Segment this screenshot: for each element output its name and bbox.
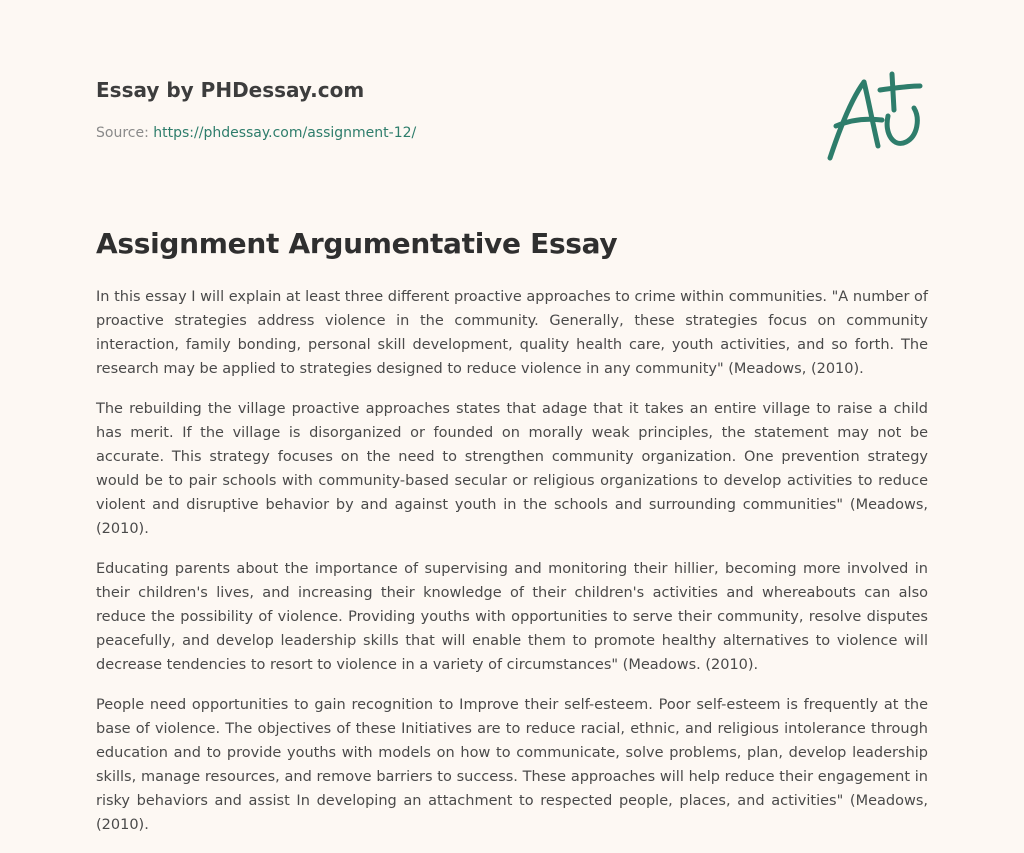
essay-paragraph: Educating parents about the importance of supervising and monitoring their hillier, becoming more involved in their children's lives, and increasing their knowledge of their children's activities and whereabouts can also reduce the possibility of violence. Providing youths with opportunities to serve their community, resolve disputes peacefully, and develop leadership skills that will enable them to promote healthy alternatives to violence will decrease tendencies to resort to violence in a variety of circumstances" (Meadows. (2010).	[96, 561, 928, 673]
essay-body	[96, 285, 928, 853]
essay-paragraph: In this essay I will explain at least three different proactive approaches to crime within communities. "A number of proactive strategies address violence in the community. Generally, these strategies focus on community interaction, family bonding, personal skill development, quality health care, youth activities, and so forth. The research may be applied to strategies designed to reduce violence in any community" (Meadows, (2010).	[96, 289, 928, 377]
essay-paragraph: People need opportunities to gain recognition to Improve their self-esteem. Poor self-esteem is frequently at the base of violence. The objectives of these Initiatives are to reduce racial, ethnic, and religious intolerance through education and to provide youths with models on how to communicate, solve problems, plan, develop leadership skills, manage resources, and remove barriers to success. These approaches will help reduce their engagement in risky behaviors and assist In developing an attachment to respected people, places, and activities" (Meadows, (2010).	[96, 697, 928, 833]
a-plus-logo-icon	[822, 68, 932, 164]
essay-title: Assignment Argumentative Essay	[96, 227, 618, 260]
page-header	[96, 76, 796, 142]
essay-paragraph: The rebuilding the village proactive approaches states that adage that it takes an entire village to raise a child has merit. If the village is disorganized or founded on morally weak principles, the statement may not be accurate. This strategy focuses on the need to strengthen community organization. One prevention strategy would be to pair schools with community-based secular or religious organizations to develop activities to reduce violent and disruptive behavior by and against youth in the schools and surrounding communities" (Meadows, (2010).	[96, 401, 928, 537]
source-link[interactable]: https://phdessay.com/assignment-12/	[153, 125, 417, 141]
site-title: Essay by PHDessay.com	[96, 78, 365, 102]
source-line	[96, 124, 796, 142]
a-plus-logo	[822, 68, 932, 164]
source-label: Source:	[96, 125, 154, 141]
